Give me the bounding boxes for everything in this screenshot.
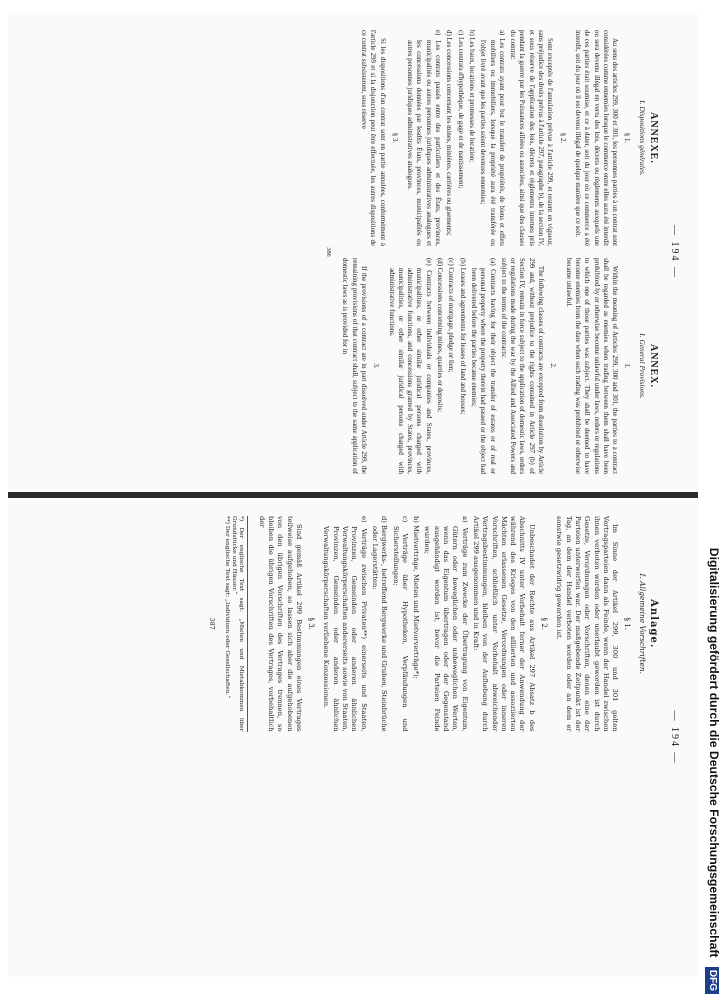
rotated-book-spread [8,12,698,977]
annex-title-french: ANNEXE. [648,112,659,164]
section-heading: 3. [372,363,381,369]
section-heading: § 1. [623,132,632,144]
section-heading: 2. [549,363,558,369]
list-item: d) Les concessions concernant les mines, minières, carrières ou gisements; [445,30,453,236]
section-1-text: Im Sinne der Artikel 299, 300 und 301 gelten Vertragsparteien dann als Feinde, wenn der Handel zwischen ihnen verboten worden oder unerlaubt geworden ist durch Gesetze, Verordnungen oder Vorschriften, denen eine der Parteien unterworfen war. Der maßgebende Zeitpunkt ist der Tag, an dem der Handel verboten worden oder an dem er sonstwie gesetzwidrig geworden ist. [555,516,620,732]
list-item: b) Mietverträge, Mieten und Mietvorverträge*); [412,516,421,679]
digitization-sidebar [704,0,727,1000]
left-page [8,12,698,492]
list-item: a) Les contrats ayant pour but le transfert de propriétés, de biens et effets mobiliers ou immobiliers, lorsque la propriété aura été transférée ou l'objet livré avant que les parties soient devenues ennemies; [479,30,505,246]
section-heading: § 2. [558,132,567,144]
annex-title-german: Anlage. [648,599,659,649]
list-item: (e) Contracts between individuals or companies and States, provinces, municipalities, or other similar juridical persons charged with administrative functions, and concessions granted by States, provinces, municipalities, or other similar juridical persons charged with administrative functions. [387,258,432,474]
list-item: (c) Contracts of mortgage, pledge or lien; [447,258,455,373]
section-2-text: Unbeschadet der Rechte aus Artikel 297 Absatz b des Abschnitts IV unter Vorbehalt ferner der Anwendung der während des Krieges von den alliierten und assoziierten Mächten erlassenen Gesetze, Verordnungen oder inneren Vorschriften, schließlich unter Vorbehalt abweichender Vertragsbestimmungen, bleiben von der Aufhebung durch Artikel 299 ausgenommen und in Kraft: [471,516,536,732]
list-item: (b) Leases and agreements for leases of land and houses; [458,258,466,415]
digitization-notice [702,0,725,1000]
dfg-logo: DFG [705,967,719,994]
section-2-text: Sont exceptés de l'annulation prévue à l'article 299, et restent en vigueur, sans préjudice des droits prévus à l'article 297, paragraphe b), de la section IV, et sous réserve de l'application des lois, décrets et règlements internes pris pendant la guerre par les Puissances alliées ou associées, ainsi que des clauses du contrat: [509,30,554,246]
annex-subtitle-german: I. Allgemeine Vorschriften. [637,573,647,674]
french-column [338,30,660,246]
list-item: b) Les baux, locations et promesses de location; [467,30,475,163]
section-3-text: Sind gemäß Artikel 299 Bestimmungen eines Vertrages teilweise aufgehoben, so lassen sich aber die aufgehobenen von den übrigen Vorschriften des Vertrages trennen, so bleiben die übrigen Vorschriften des Vertrages, vorbehaltlich der [257,516,303,732]
english-column [338,258,660,474]
list-item: (d) Concessions concerning mines, quarries or deposits; [436,258,444,413]
list-item: (a) Contracts having for their object the transfer of estates or of real or personal property where the property therein had passed or the object had been delivered before the parties became enemies; [469,258,496,474]
section-heading: § 2. [540,617,549,630]
footer-page-number: 386 [325,247,333,257]
section-3-text: Si les dispositions d'un contrat sont en partie annulées, conformément à l'article 299 et si la disjonction peut être effectuée, les autres dispositions de ce contrat subsisteront, sous réserve [359,30,386,246]
page-number: — 194 — [669,225,680,279]
list-item: d) Bergwerks-, betreffend Bergwerke und Gruben, Steinbrüche oder Lagerstätten; [370,516,389,732]
annex-subtitle-french: I. Dispositions générales. [637,100,647,176]
blank-column [207,744,660,960]
annex-title-english: ANNEX. [648,343,659,389]
footnotes [222,516,248,732]
section-heading: § 3. [307,617,316,630]
right-page [8,498,698,977]
digitization-text: Digitalisierung gefördert durch die Deutsche Forschungsgemeinschaft [707,547,721,958]
section-heading: 1. [623,363,632,369]
section-heading: § 1. [623,617,632,630]
section-2-text: The following classes of contracts are excepted from dissolution by Article 299 and, without prejudice to the rights contained in Article 297 (b) of Section IV, remain in force subject to the application of domestic laws, orders or regulations made during the war by the Allied and Associated Powers and subject to the terms of the contracts: [499,258,545,474]
annex-subtitle-english: I. General Provisions. [637,333,647,399]
list-item: e) Les contrats passés entre des particuliers et des États, provinces, municipalités ou autres personnes juridiques administratives analogues et les concessions données par lesdits États, provinces, municipalités ou autres personnes juridiques administratives analogues. [406,30,442,246]
list-item: a) Verträge zum Zwecke der Übertragung von Eigentum, Gütern oder beweglichen oder unbeweglichen Werten, wenn das Eigentum übertragen oder der Gegenstand ausgehändigt worden ist, bevor die Parteien Feinde wurden; [423,516,469,732]
section-1-text: Au sens des articles 299, 300 et 301, les personnes parties à un contrat sont considérées comme ennemies lorsque le commerce entre elles aura été interdit ou sera devenu illégal en vertu des lois, décrets ou règlements auxquels une de ces parties était soumise, et ce à dater, soit du jour où ce commerce a été interdit, soit du jour où il est devenu illégal de quelque manière que ce soit. [573,30,619,246]
footnote: **) Der englische Text sagt: „Individuen oder Gesellschaften.“ [223,516,230,699]
footnote: *) Der englische Text sagt: „Mieten und Mietabkommen über Grundstücke und Häuser.“ [231,516,245,732]
section-heading: § 3. [390,132,399,144]
section-3-text: If the provisions of a contract are in part dissolved under Article 299, the remaining provisions of that contract shall, subject to the same application of domestic laws as is provided for in [341,258,367,474]
german-column [207,516,660,732]
section-1-text: Within the meaning of Articles 299, 300 and 301, the parties to a contract shall be regarded as enemies when trading between them shall have been prohibited by or otherwise become unlawful under laws, orders or regulations to which one of those parties was subject. They shall be deemed to have become enemies from the date when such trading was prohibited or otherwise became unlawful. [564,258,619,474]
list-item: c) Verträge über Hypotheken, Verpfändungen und Sicherstellungen; [391,516,409,732]
footer-page-number: 387 [208,617,216,630]
page-number: — 194 — [669,710,680,765]
list-item: c) Les contrats d'hypothèque, de gage et de nantissement; [456,30,464,189]
list-item: e) Verträge zwischen Privaten**) einerseits und Staaten, Provinzen, Gemeinden oder anderen ähnlichen Verwaltungskörperschaften andererseits sowie von Staaten, Provinzen, Gemeinden oder anderen ähnlichen Verwaltungskörperschaften verliehene Konzessionen. [322,516,368,732]
